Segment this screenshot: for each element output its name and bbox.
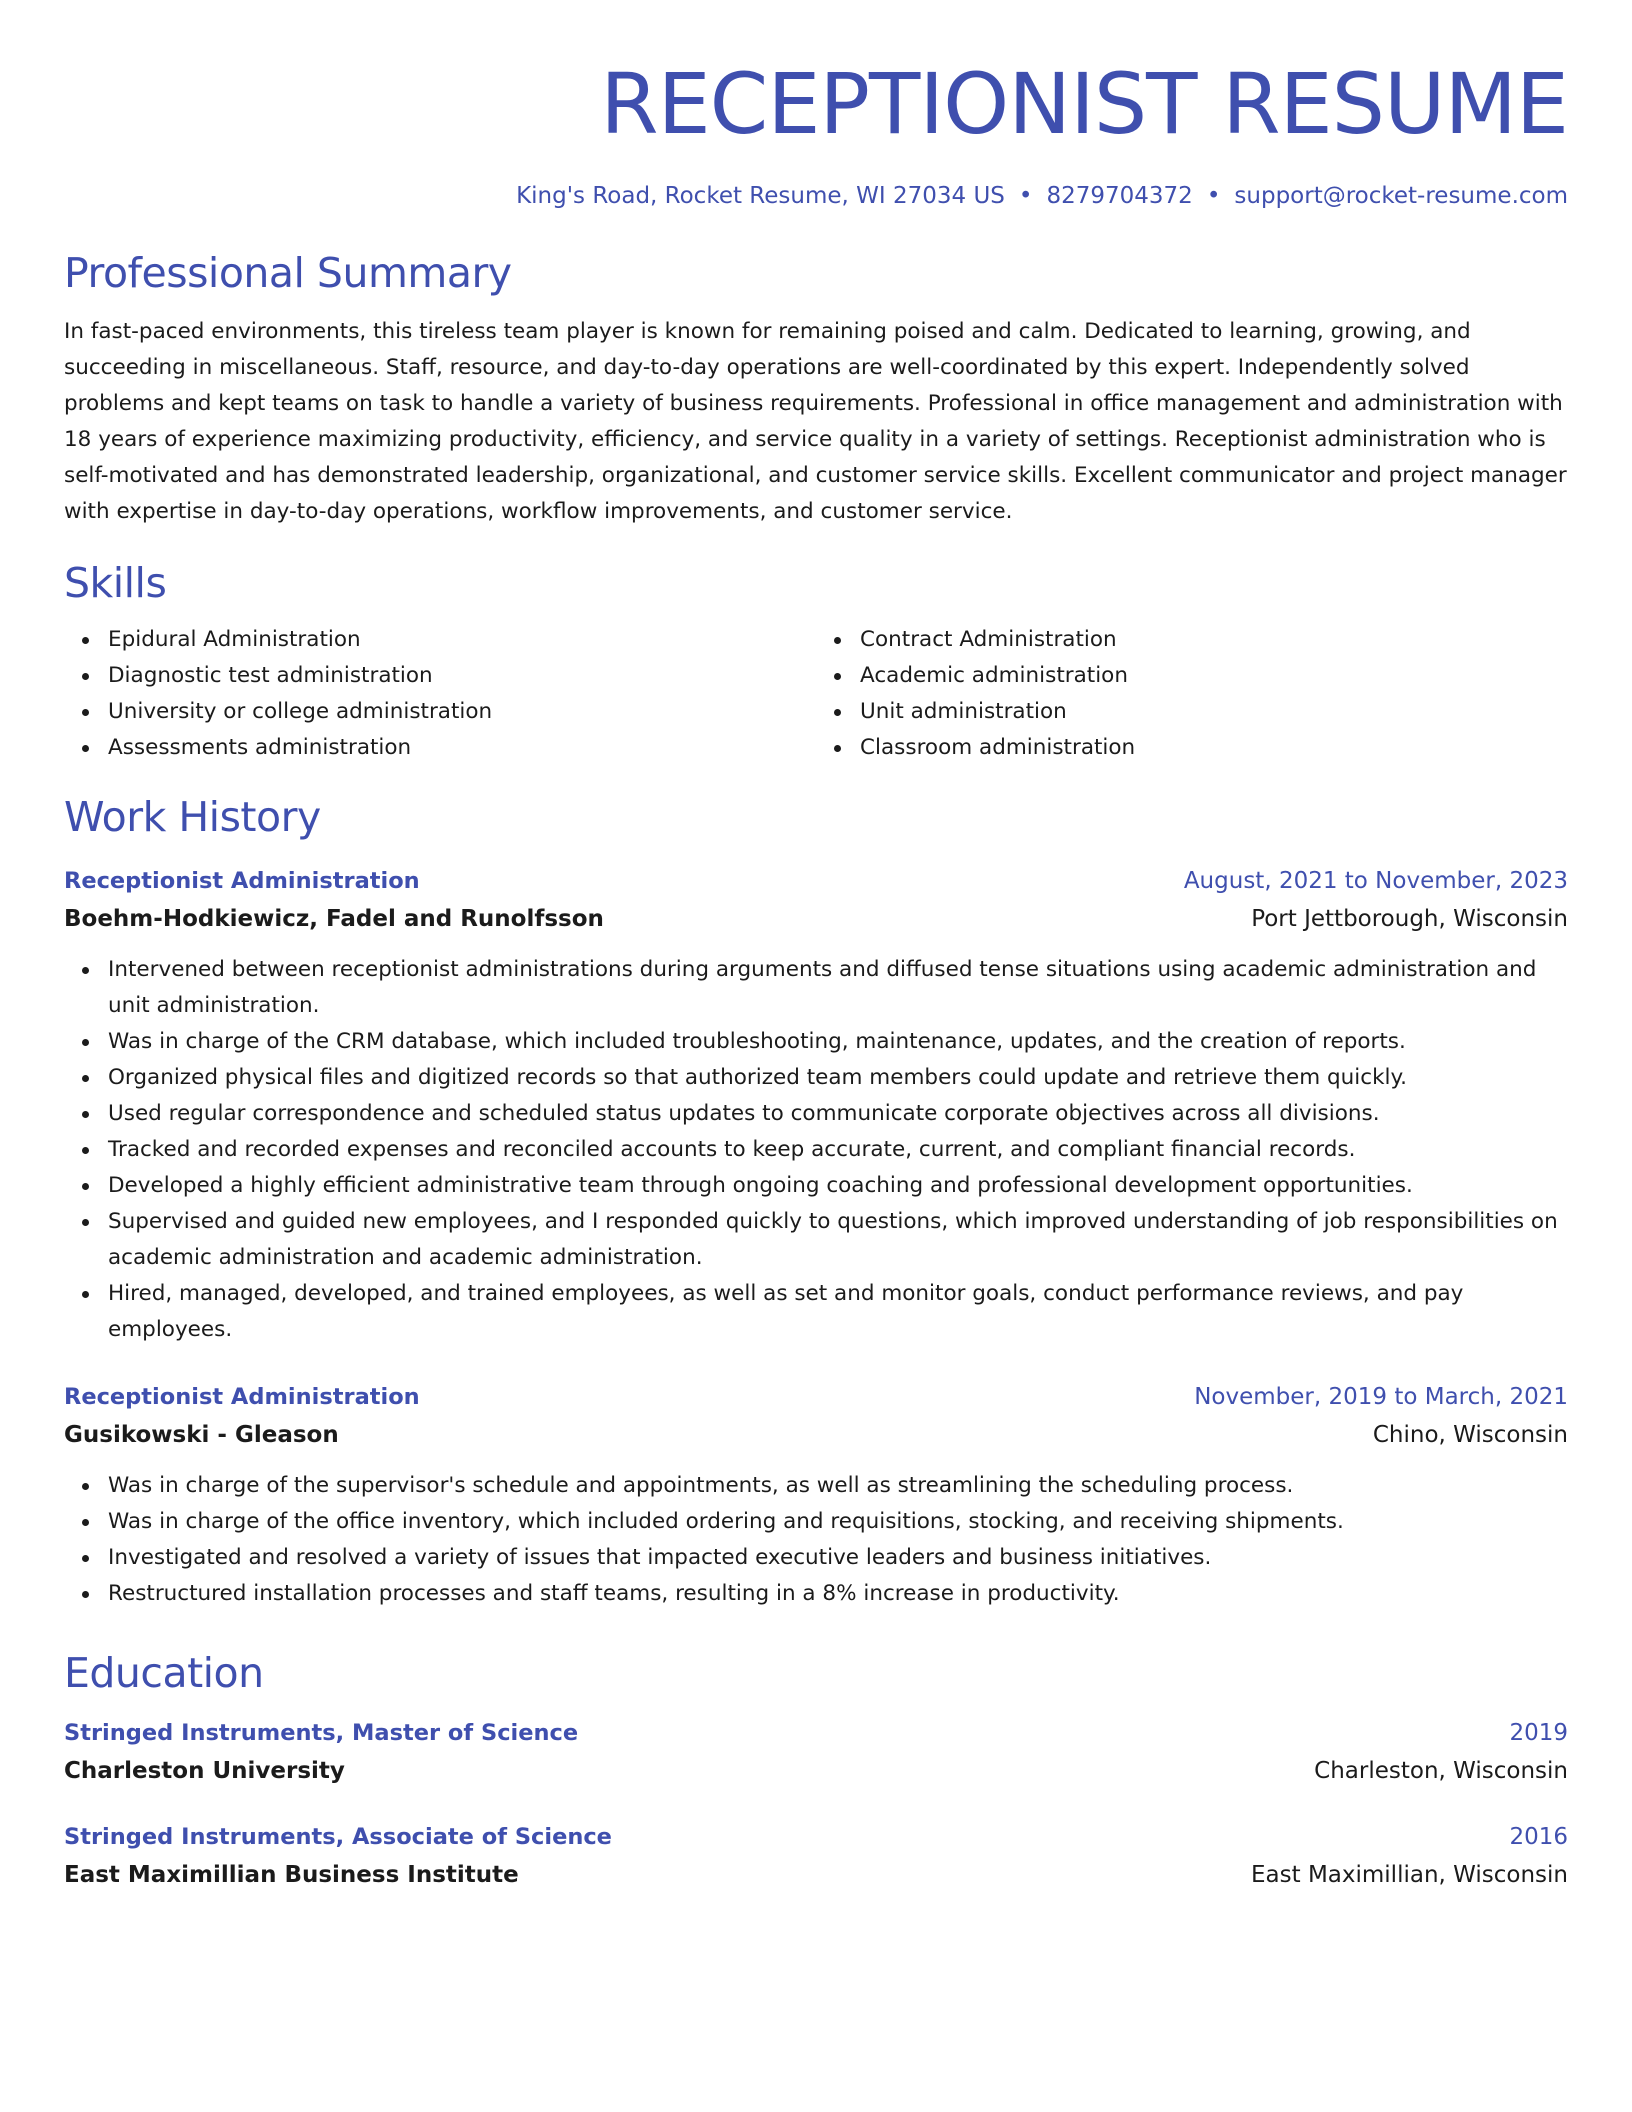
job-bullet: Used regular correspondence and scheduled status updates to communicate corporate objectives across all divisions. [108, 1096, 1568, 1132]
skill-item: Diagnostic test administration [108, 658, 816, 694]
job-bullet: Developed a highly efficient administrative team through ongoing coaching and professional development opportunities. [108, 1168, 1568, 1204]
education-entry [64, 1818, 1568, 1894]
education-header [64, 1818, 1568, 1856]
resume-title: RECEPTIONIST RESUME [600, 55, 1568, 153]
skill-item: University or college administration [108, 694, 816, 730]
skill-item: Unit administration [860, 694, 1568, 730]
contact-separator: • [1018, 183, 1033, 209]
job-employer-row [64, 900, 1568, 938]
contact-separator: • [1206, 183, 1221, 209]
skills-heading: Skills [64, 559, 167, 607]
education-heading: Education [64, 1649, 264, 1697]
job-location: Port Jettborough, Wisconsin [1251, 906, 1568, 932]
job-bullet: Organized physical files and digitized records so that authorized team members could update and retrieve them quickly. [108, 1060, 1568, 1096]
skills-list [64, 622, 1568, 766]
job-bullet: Was in charge of the office inventory, which included ordering and requisitions, stocking, and receiving shipments. [108, 1504, 1568, 1540]
job-bullet: Was in charge of the CRM database, which included troubleshooting, maintenance, updates, and the creation of reports. [108, 1024, 1568, 1060]
education-year: 2016 [1509, 1824, 1568, 1850]
education-school-row [64, 1856, 1568, 1894]
skill-item: Academic administration [860, 658, 1568, 694]
job-company: Gusikowski - Gleason [64, 1422, 339, 1448]
skill-item: Assessments administration [108, 730, 816, 766]
job-entry [64, 1378, 1568, 1612]
contact-address: King's Road, Rocket Resume, WI 27034 US [516, 183, 1005, 209]
job-bullet: Was in charge of the supervisor's schedule and appointments, as well as streamlining the scheduling process. [108, 1468, 1568, 1504]
job-location: Chino, Wisconsin [1372, 1422, 1568, 1448]
job-bullet: Tracked and recorded expenses and reconciled accounts to keep accurate, current, and compliant financial records. [108, 1132, 1568, 1168]
education-school: Charleston University [64, 1758, 345, 1784]
skill-item: Contract Administration [860, 622, 1568, 658]
education-location: Charleston, Wisconsin [1314, 1758, 1568, 1784]
education-year: 2019 [1509, 1720, 1568, 1746]
resume-page [64, 0, 1568, 1894]
skills-column-right [816, 622, 1568, 766]
job-dates: August, 2021 to November, 2023 [1183, 868, 1568, 894]
job-bullets [64, 952, 1568, 1348]
education-school-row [64, 1752, 1568, 1790]
work-history-heading: Work History [64, 793, 321, 841]
job-title: Receptionist Administration [64, 868, 420, 894]
contact-line [64, 180, 1568, 212]
education-degree: Stringed Instruments, Master of Science [64, 1720, 579, 1746]
job-bullet: Intervened between receptionist administrations during arguments and diffused tense situations using academic administration and unit administration. [108, 952, 1568, 1024]
job-bullets [64, 1468, 1568, 1612]
job-dates: November, 2019 to March, 2021 [1194, 1384, 1568, 1410]
skills-column-left [64, 622, 816, 766]
job-bullet: Supervised and guided new employees, and I responded quickly to questions, which improved understanding of job responsibilities on academic administration and academic administration. [108, 1204, 1568, 1276]
job-title: Receptionist Administration [64, 1384, 420, 1410]
education-header [64, 1714, 1568, 1752]
job-entry [64, 862, 1568, 1348]
job-bullet: Hired, managed, developed, and trained employees, as well as set and monitor goals, conduct performance reviews, and pay employees. [108, 1276, 1568, 1348]
skill-item: Classroom administration [860, 730, 1568, 766]
summary-heading: Professional Summary [64, 249, 512, 297]
job-header [64, 1378, 1568, 1416]
job-bullet: Investigated and resolved a variety of issues that impacted executive leaders and business initiatives. [108, 1540, 1568, 1576]
job-bullet: Restructured installation processes and staff teams, resulting in a 8% increase in productivity. [108, 1576, 1568, 1612]
contact-email: support@rocket-resume.com [1234, 183, 1568, 209]
job-company: Boehm-Hodkiewicz, Fadel and Runolfsson [64, 906, 604, 932]
job-header [64, 862, 1568, 900]
education-degree: Stringed Instruments, Associate of Science [64, 1824, 612, 1850]
job-employer-row [64, 1416, 1568, 1454]
skill-item: Epidural Administration [108, 622, 816, 658]
education-location: East Maximillian, Wisconsin [1251, 1862, 1568, 1888]
education-entry [64, 1714, 1568, 1790]
summary-text: In fast-paced environments, this tireless team player is known for remaining poised and calm. Dedicated to learning, growing, and succeeding in miscellaneous. Staff, resource, and day-to-day operations are well-coordinated by this expert. Independently solved problems and kept teams on task to handle a variety of business requirements. Professional in office management and administration with 18 years of experience maximizing productivity, efficiency, and service quality in a variety of settings. Receptionist administration who is self-motivated and has demonstrated leadership, organizational, and customer service skills. Excellent communicator and project manager with expertise in day-to-day operations, workflow improvements, and customer service. [64, 319, 1567, 524]
education-school: East Maximillian Business Institute [64, 1862, 519, 1888]
contact-phone: 8279704372 [1046, 183, 1193, 209]
